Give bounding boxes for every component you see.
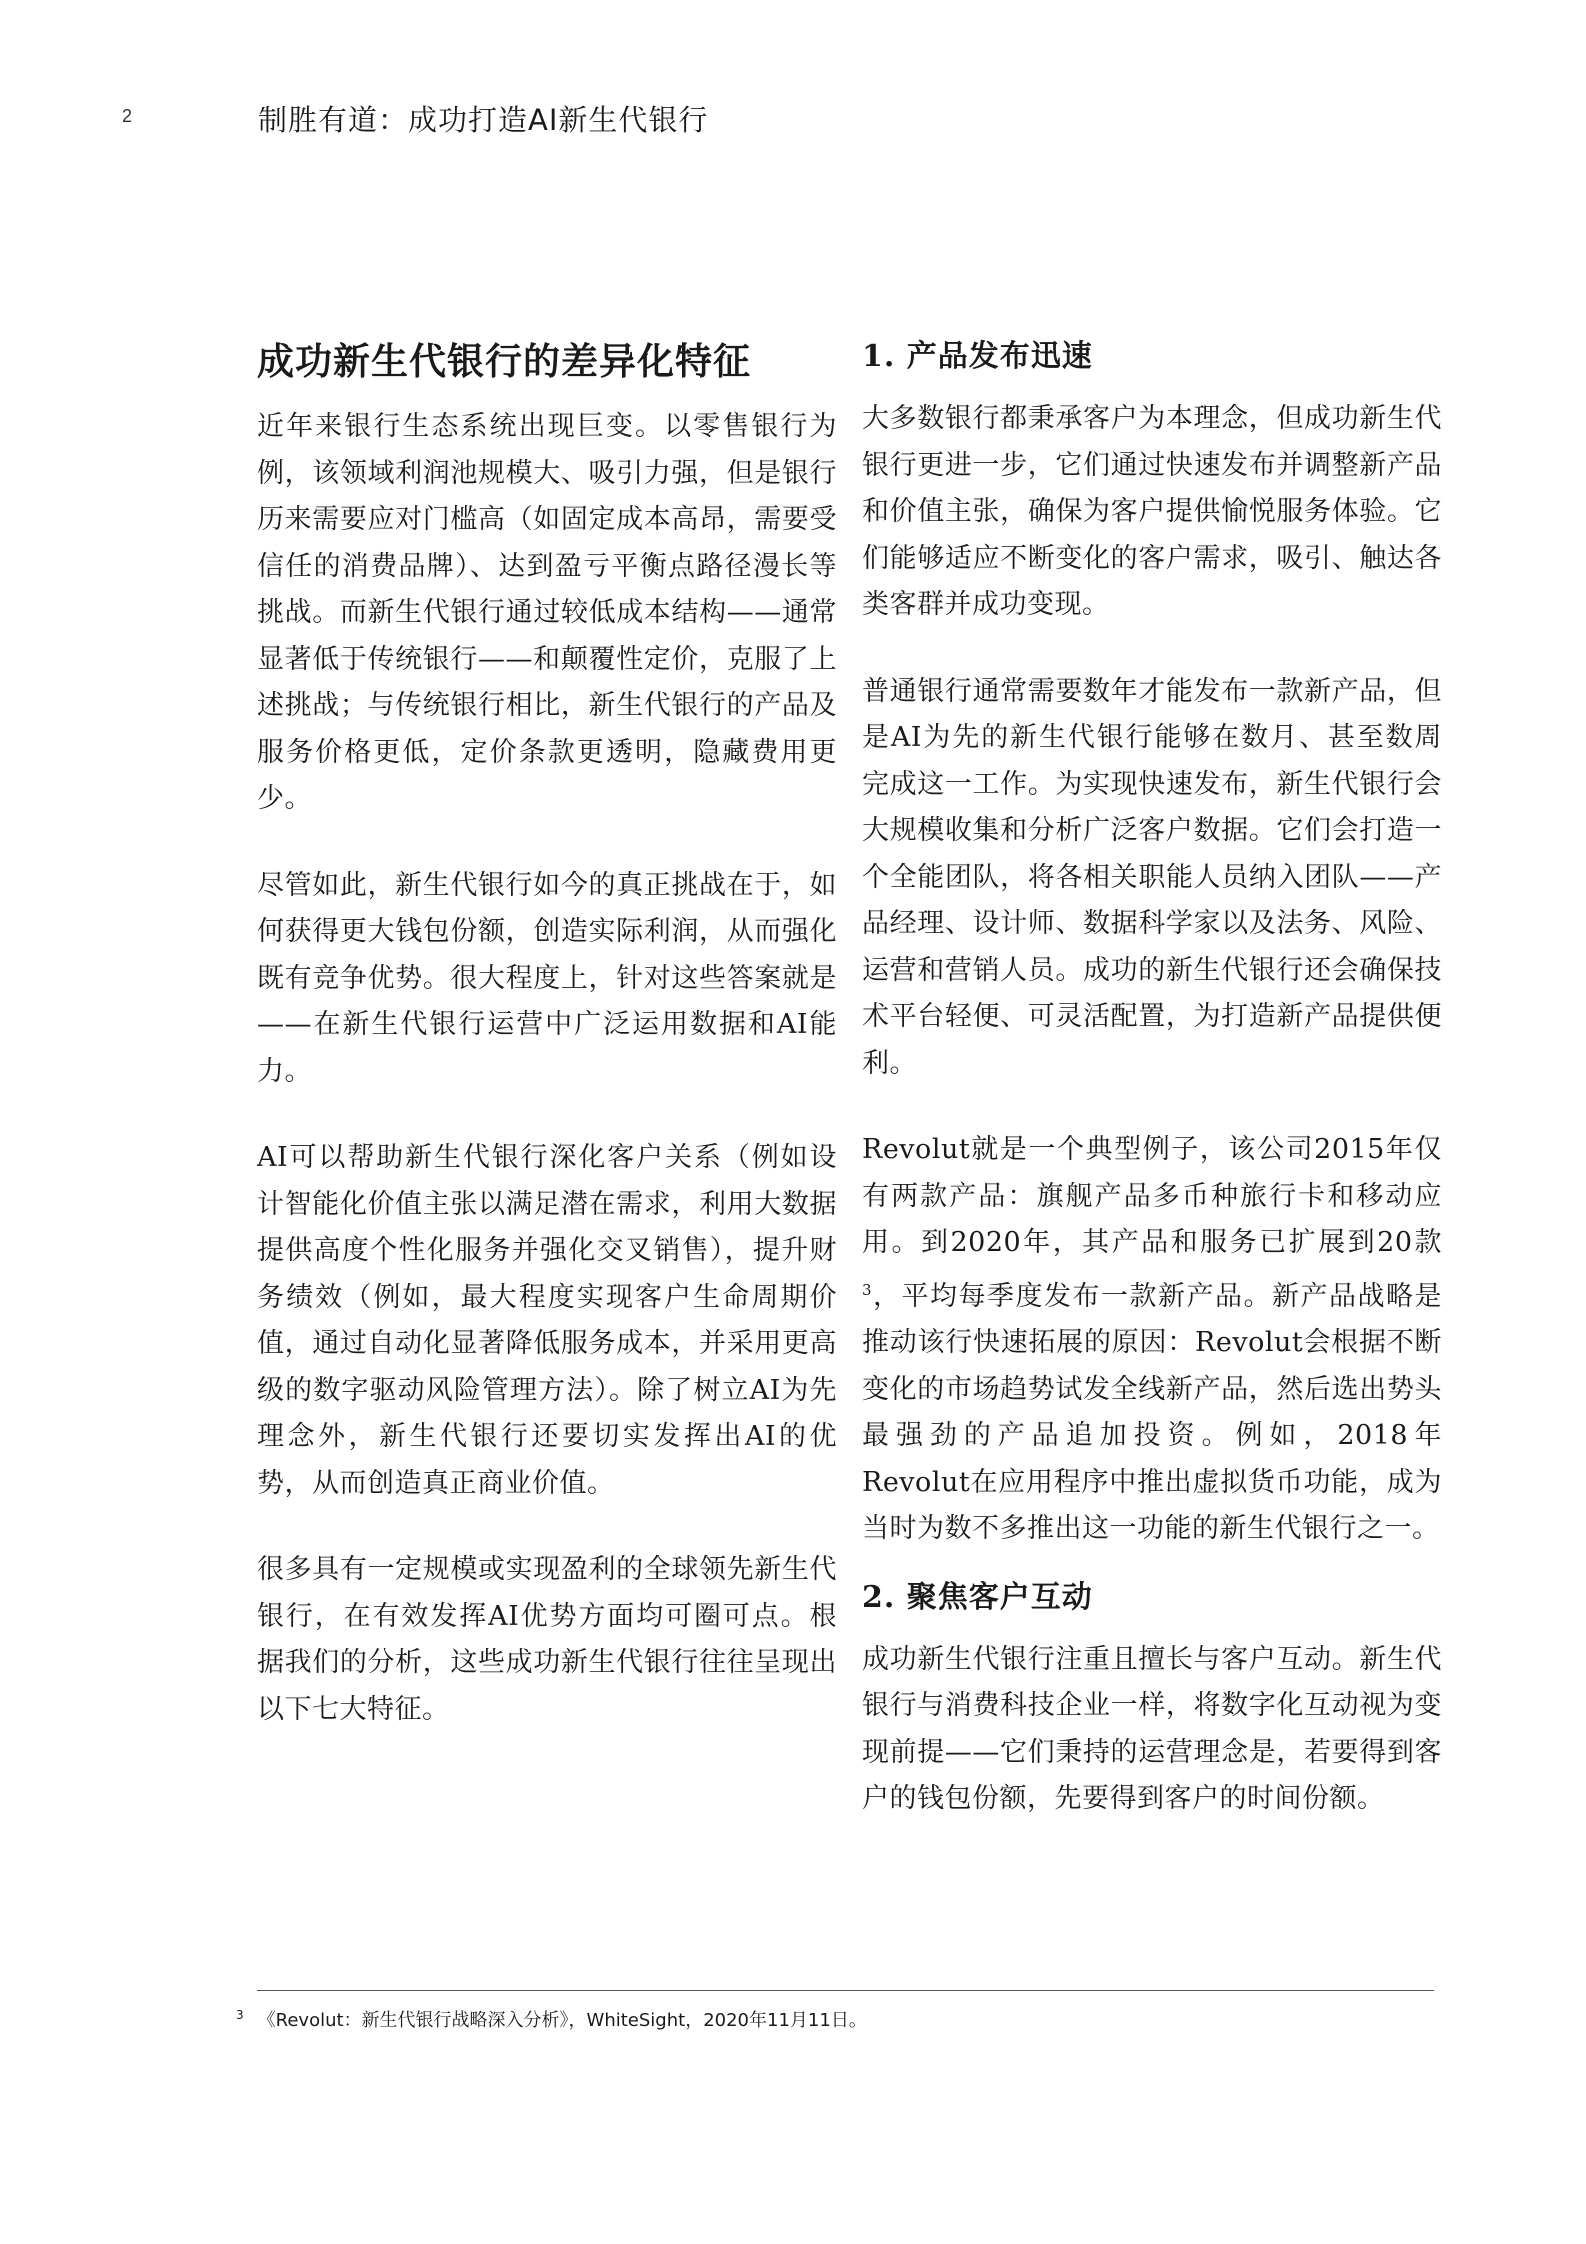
paragraph: 近年来银行生态系统出现巨变。以零售银行为例，该领域利润池规模大、吸引力强，但是银行历来需要应对门槛高（如固定成本高昂，需要受信任的消费品牌）、达到盈亏平衡点路径漫长等挑战。而新生代银行通过较低成本结构——通常显著低于传统银行——和颠覆性定价，克服了上述挑战；与传统银行相比，新生代银行的产品及服务价格更低，定价条款更透明，隐藏费用更少。 [257, 411, 837, 814]
right-column [862, 336, 1442, 1863]
paragraph: 大多数银行都秉承客户为本理念，但成功新生代银行更进一步，它们通过快速发布并调整新产品和价值主张，确保为客户提供愉悦服务体验。它们能够适应不断变化的客户需求，吸引、触达各类客群并成功变现。 [862, 403, 1442, 620]
revolut-text-part2: ，平均每季度发布一款新产品。新产品战略是推动该行快速拓展的原因：Revolut会根据不断变化的市场趋势试发全线新产品，然后选出势头最强劲的产品追加投资。例如，2018年Revolut在应用程序中推出虚拟货币功能，成为当时为数不多推出这一功能的新生代银行之一。 [862, 1280, 1442, 1544]
page-number: 2 [122, 106, 133, 126]
paragraph: 普通银行通常需要数年才能发布一款新产品，但是AI为先的新生代银行能够在数月、甚至数周完成这一工作。为实现快速发布，新生代银行会大规模收集和分析广泛客户数据。它们会打造一个全能团队，将各相关职能人员纳入团队——产品经理、设计师、数据科学家以及法务、风险、运营和营销人员。成功的新生代银行还会确保技术平台轻便、可灵活配置，为打造新产品提供便利。 [862, 675, 1442, 1079]
running-title: 制胜有道：成功打造AI新生代银行 [258, 103, 709, 137]
paragraph: 尽管如此，新生代银行如今的真正挑战在于，如何获得更大钱包份额，创造实际利润，从而强化既有竞争优势。很大程度上，针对这些答案就是——在新生代银行运营中广泛运用数据和AI能力。 [257, 869, 837, 1087]
subsection-title-1: 1. 产品发布迅速 [862, 339, 1093, 374]
footnote [236, 2006, 867, 2032]
paragraph: 成功新生代银行注重且擅长与客户互动。新生代银行与消费科技企业一样，将数字化互动视为变现前提——它们秉持的运营理念是，若要得到客户的钱包份额，先要得到客户的时间份额。 [862, 1643, 1442, 1814]
left-column [257, 336, 837, 1773]
footnote-mark: 3 [236, 2008, 244, 2022]
section-title: 成功新生代银行的差异化特征 [257, 339, 751, 383]
paragraph: AI可以帮助新生代银行深化客户关系（例如设计智能化价值主张以满足潜在需求，利用大数据提供高度个性化服务并强化交叉销售），提升财务绩效（例如，最大程度实现客户生命周期价值，通过自动化显著降低服务成本，并采用更高级的数字驱动风险管理方法）。除了树立AI为先理念外，新生代银行还要切实发挥出AI的优势，从而创造真正商业价值。 [257, 1142, 837, 1499]
footnote-divider [257, 1990, 1434, 1991]
revolut-paragraph [862, 1127, 1442, 1553]
footnote-reference-3: 3 [862, 1280, 873, 1299]
footnote-text: 《Revolut：新生代银行战略深入分析》，WhiteSight，2020年11月11日。 [257, 2010, 867, 2031]
paragraph: 很多具有一定规模或实现盈利的全球领先新生代银行，在有效发挥AI优势方面均可圈可点。根据我们的分析，这些成功新生代银行往往呈现出以下七大特征。 [257, 1554, 837, 1725]
revolut-text-part1: Revolut就是一个典型例子，该公司2015年仅有两款产品：旗舰产品多币种旅行卡和移动应用。到2020年，其产品和服务已扩展到20款 [862, 1134, 1442, 1258]
subsection-title-2: 2. 聚焦客户互动 [862, 1579, 1093, 1615]
